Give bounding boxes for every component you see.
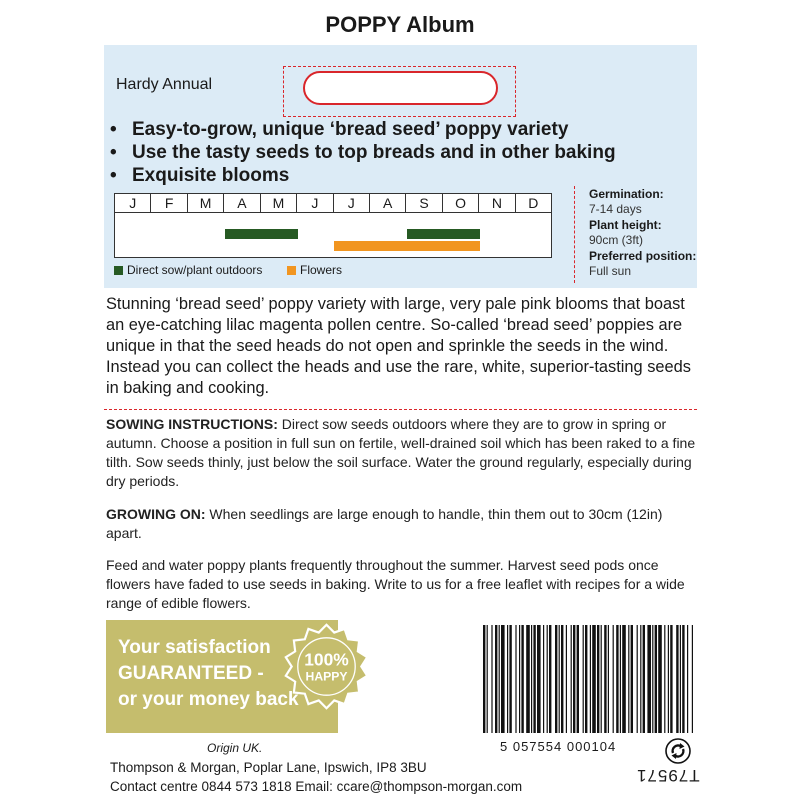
legend-flowers-label: Flowers xyxy=(300,263,343,277)
calendar-month: J xyxy=(297,194,333,212)
legend-sow xyxy=(114,263,262,277)
happy-badge xyxy=(283,623,370,710)
flower-period-bar xyxy=(334,241,480,251)
calendar-month: F xyxy=(151,194,187,212)
bullet-item: • Exquisite blooms xyxy=(110,164,616,187)
contact-info: Contact centre 0844 573 1818 Email: ccare@thompson-morgan.com xyxy=(110,779,523,794)
feature-bullets xyxy=(110,118,616,187)
calendar-month: J xyxy=(115,194,151,212)
feeding-instructions: Feed and water poppy plants frequently throughout the summer. Harvest seed pods once flowers have faded to use seeds in baking. Write to us for a free leaflet with recipes for a wide range of edible flowers. xyxy=(106,557,685,611)
sow-period-bar xyxy=(407,229,480,239)
height-label: Plant height: xyxy=(589,218,662,232)
position-value: Full sun xyxy=(589,264,632,278)
label-pill xyxy=(303,71,498,105)
info-divider xyxy=(574,186,575,283)
guarantee-line-3: or your money back xyxy=(118,689,299,710)
bullet-item: • Easy-to-grow, unique ‘bread seed’ poppy variety xyxy=(110,118,616,141)
calendar-months xyxy=(114,193,552,213)
legend-sow-label: Direct sow/plant outdoors xyxy=(127,263,263,277)
section-divider xyxy=(104,409,697,410)
growing-text: When seedlings are large enough to handle, thin them out to 30cm (12in) apart. xyxy=(106,506,663,541)
recycle-icon xyxy=(665,738,691,764)
badge-percent: 100% xyxy=(304,649,349,670)
badge-word: HAPPY xyxy=(305,669,348,684)
barcode xyxy=(481,625,696,733)
variety-description: Stunning ‘bread seed’ poppy variety with large, very pale pink blooms that boast an eye-catching lilac magenta pollen centre. So-called ‘bread seed’ poppies are unique in that the seed heads do not open and sprinkle the seeds in the wind. Instead you can collect the heads and use the rare, white, superior-tasting seeds in baking and cooking. xyxy=(106,295,691,397)
calendar-body xyxy=(114,213,552,258)
calendar-month: M xyxy=(188,194,224,212)
calendar-month: J xyxy=(334,194,370,212)
barcode-number: 5 057554 000104 xyxy=(500,739,617,754)
sow-period-bar xyxy=(225,229,298,239)
growing-on xyxy=(106,505,696,543)
origin-label: Origin UK. xyxy=(207,741,263,755)
plant-type-label: Hardy Annual xyxy=(116,76,213,93)
height-value: 90cm (3ft) xyxy=(589,233,644,247)
legend-flowers-swatch xyxy=(287,266,296,275)
legend-flowers xyxy=(287,263,342,277)
calendar-month: N xyxy=(479,194,515,212)
calendar-month: S xyxy=(406,194,442,212)
calendar-month: M xyxy=(261,194,297,212)
guarantee-line-2: GUARANTEED - xyxy=(118,663,264,684)
calendar-month: A xyxy=(370,194,406,212)
position-label: Preferred position: xyxy=(589,249,697,263)
growing-info xyxy=(589,187,696,280)
legend-sow-swatch xyxy=(114,266,123,275)
bullet-item: • Use the tasty seeds to top breads and in other baking xyxy=(110,141,616,164)
calendar-month: O xyxy=(443,194,479,212)
growing-label: GROWING ON: xyxy=(106,506,206,522)
sowing-text: Direct sow seeds outdoors where they are to grow in spring or autumn. Choose a position in full sun on fertile, well-drained soil which has been raked to a fine tilth. Sow seeds thinly, just below the soil surface. Water the ground regularly, especially during dry periods. xyxy=(106,416,696,489)
calendar-month: D xyxy=(528,195,539,211)
product-code: T79571 xyxy=(636,766,700,785)
sowing-label: SOWING INSTRUCTIONS: xyxy=(106,416,278,432)
calendar-month: A xyxy=(224,194,260,212)
product-title: POPPY Album xyxy=(325,12,475,37)
germination-label: Germination: xyxy=(589,187,664,201)
company-address: Thompson & Morgan, Poplar Lane, Ipswich, IP8 3BU xyxy=(110,760,427,775)
guarantee-line-1: Your satisfaction xyxy=(118,637,271,658)
guarantee-text xyxy=(118,635,308,713)
sowing-instructions xyxy=(106,415,696,491)
germination-value: 7-14 days xyxy=(589,202,642,216)
